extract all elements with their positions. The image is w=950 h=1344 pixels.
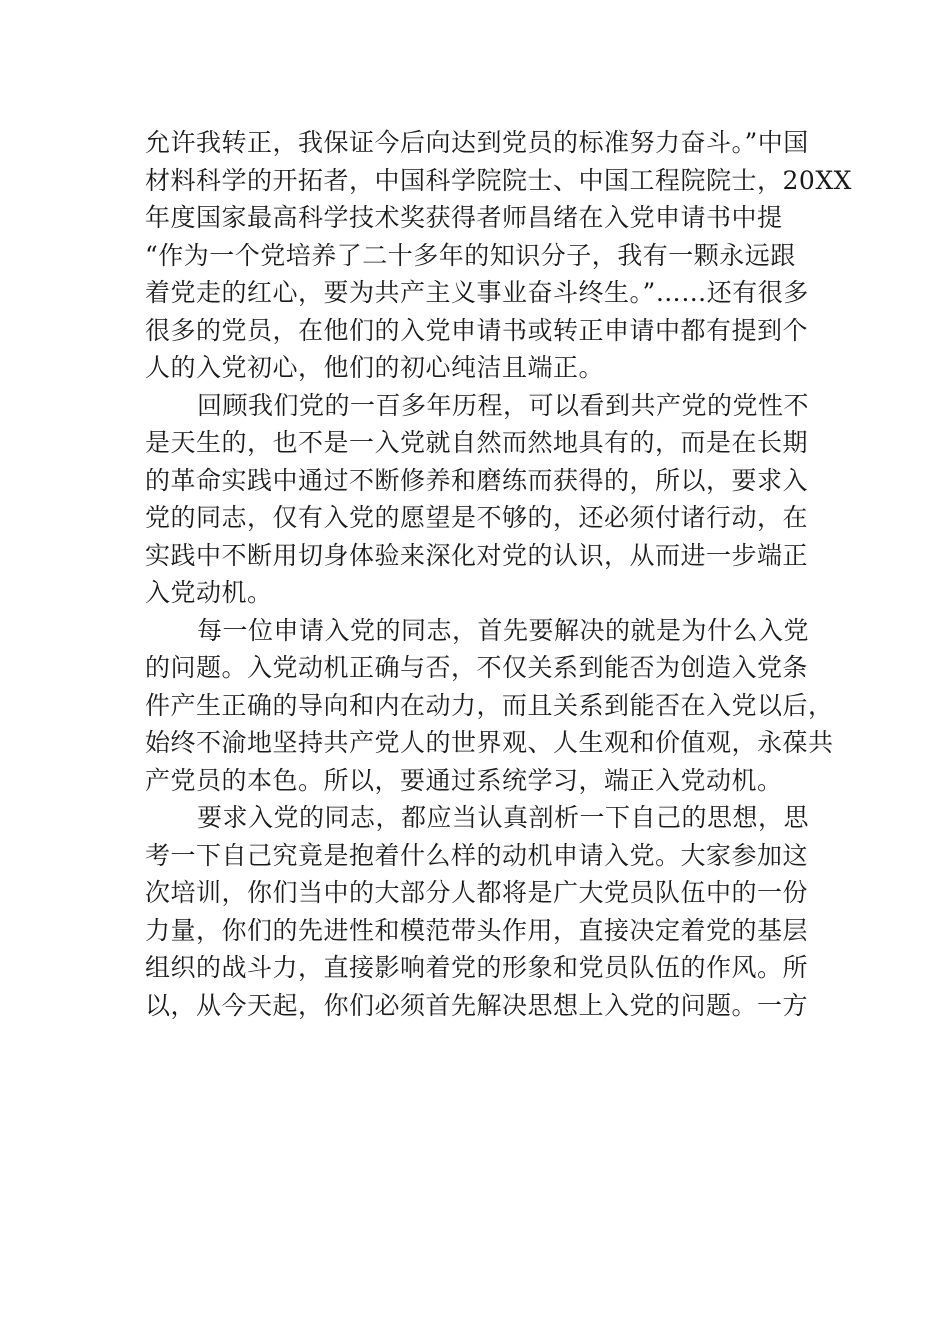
- text-line: 是天生的，也不是一入党就自然而然地具有的，而是在长期: [145, 428, 809, 457]
- text-line: 材料科学的开拓者，中国科学院院士、中国工程院院士，20XX: [145, 165, 852, 195]
- text-line: 允许我转正，我保证今后向达到党员的标准努力奋斗。”中国: [145, 128, 809, 157]
- text-line: 入党动机。: [145, 578, 273, 607]
- text-line: 件产生正确的导向和内在动力，而且关系到能否在入党以后，: [145, 690, 834, 720]
- paragraph-first-line: 每一位申请入党的同志，首先要解决的就是为什么入党: [197, 615, 810, 645]
- text-line: 始终不渝地坚持共产党人的世界观、人生观和价值观，永葆共: [145, 728, 834, 757]
- body-text: [145, 124, 852, 1024]
- paragraph-first-line: 要求入党的同志，都应当认真剖析一下自己的思想，思: [197, 803, 810, 832]
- text-line: 人的入党初心，他们的初心纯洁且端正。: [145, 353, 605, 382]
- text-line: 次培训，你们当中的大部分人都将是广大党员队伍中的一份: [145, 878, 809, 907]
- text-line: 实践中不断用切身体验来深化对党的认识，从而进一步端正: [145, 540, 809, 570]
- text-line: 年度国家最高科学技术奖获得者师昌绪在入党申请书中提: [145, 203, 783, 232]
- text-line: 党的同志，仅有入党的愿望是不够的，还必须付诸行动，在: [145, 503, 809, 532]
- text-line: 着党走的红心，要为共产主义事业奋斗终生。”……还有很多: [145, 278, 809, 307]
- text-line: 产党员的本色。所以，要通过系统学习，端正入党动机。: [145, 765, 783, 795]
- text-line: 考一下自己究竟是抱着什么样的动机申请入党。大家参加这: [145, 840, 809, 870]
- text-line: 以，从今天起，你们必须首先解决思想上入党的问题。一方: [145, 990, 809, 1020]
- text-line: 的革命实践中通过不断修养和磨练而获得的，所以，要求入: [145, 465, 809, 495]
- text-line: 力量，你们的先进性和模范带头作用，直接决定着党的基层: [145, 915, 809, 945]
- paragraph-first-line: 回顾我们党的一百多年历程，可以看到共产党的党性不: [197, 390, 810, 420]
- text-line: 组织的战斗力，直接影响着党的形象和党员队伍的作风。所: [145, 953, 809, 982]
- text-line: 的问题。入党动机正确与否，不仅关系到能否为创造入党条: [145, 653, 809, 682]
- text-line: “作为一个党培养了二十多年的知识分子，我有一颗永远跟: [145, 240, 796, 270]
- text-line: 很多的党员，在他们的入党申请书或转正申请中都有提到个: [145, 315, 809, 345]
